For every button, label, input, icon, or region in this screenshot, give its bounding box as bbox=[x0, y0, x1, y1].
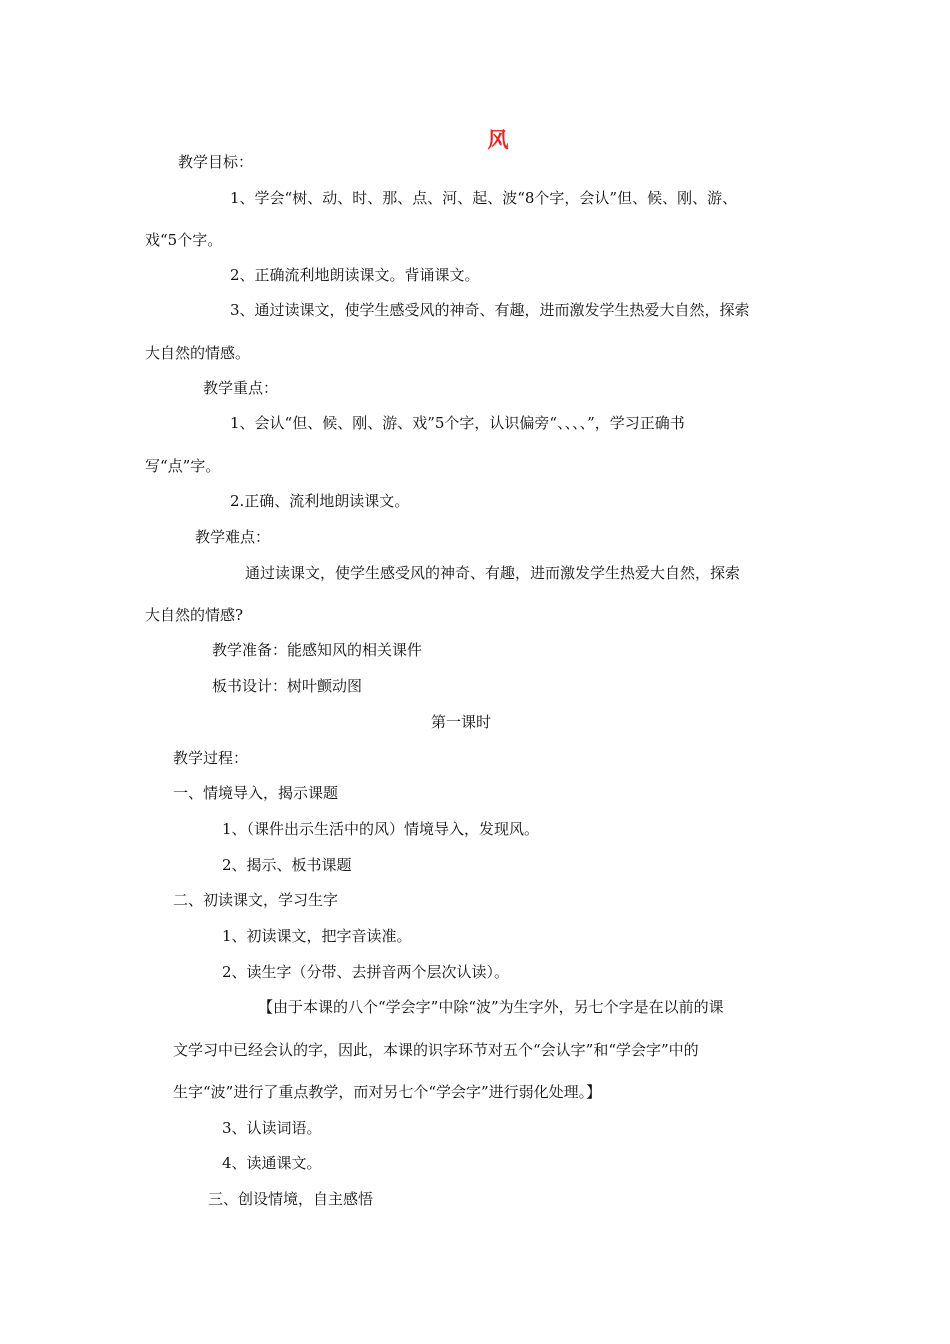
section-2-item-2: 2、读生字（分带、去拼音两个层次认读）。 bbox=[222, 963, 510, 981]
note-line-1: 【由于本课的八个“学会字”中除“波”为生字外，另七个字是在以前的课 bbox=[258, 998, 724, 1016]
document-title: 风 bbox=[487, 128, 509, 152]
section-2-item-1: 1、初读课文，把字音读准。 bbox=[222, 927, 412, 945]
key-point-2: 2.正确、流利地朗读课文。 bbox=[230, 492, 410, 510]
section-1-item-1: 1、（课件出示生活中的风）情境导入，发现风。 bbox=[222, 820, 540, 838]
difficulty-heading: 教学难点： bbox=[195, 528, 271, 546]
key-point-1-line-2: 写“点”字。 bbox=[145, 457, 221, 475]
section-2-item-4: 4、读通课文。 bbox=[222, 1154, 322, 1172]
process-heading: 教学过程： bbox=[173, 749, 249, 767]
difficulty-line-1: 通过读课文，使学生感受风的神奇、有趣，进而激发学生热爱大自然，探索 bbox=[245, 564, 741, 582]
goal-1-line-2: 戏“5个字。 bbox=[145, 231, 223, 249]
note-line-3: 生字“波”进行了重点教学，而对另七个“学会字”进行弱化处理。】 bbox=[173, 1083, 602, 1101]
section-1-item-2: 2、揭示、板书课题 bbox=[222, 856, 352, 874]
difficulty-line-2: 大自然的情感? bbox=[145, 606, 244, 624]
goal-1-line-1: 1、学会“树、动、时、那、点、河、起、波“8个字，会认”但、候、刚、游、 bbox=[230, 189, 738, 207]
key-points-heading: 教学重点： bbox=[203, 379, 279, 397]
goal-3-line-2: 大自然的情感。 bbox=[145, 344, 251, 362]
key-point-1-line-1: 1、会认“但、候、刚、游、戏”5个字，认识偏旁“、、、、”，学习正确书 bbox=[230, 414, 685, 432]
section-1-heading: 一、情境导入，揭示课题 bbox=[173, 784, 339, 802]
goal-3-line-1: 3、通过读课文，使学生感受风的神奇、有趣，进而激发学生热爱大自然，探索 bbox=[230, 301, 750, 319]
goal-2: 2、正确流利地朗读课文。背诵课文。 bbox=[230, 266, 480, 284]
section-2-heading: 二、初读课文，学习生字 bbox=[173, 891, 339, 909]
teaching-preparation: 教学准备：能感知风的相关课件 bbox=[212, 641, 423, 659]
goals-heading: 教学目标： bbox=[178, 153, 254, 171]
section-2-item-3: 3、认读词语。 bbox=[222, 1119, 322, 1137]
section-3-heading: 三、创设情境，自主感悟 bbox=[208, 1190, 374, 1208]
lesson-heading: 第一课时 bbox=[430, 713, 491, 731]
board-design: 板书设计：树叶颤动图 bbox=[212, 677, 363, 695]
note-line-2: 文学习中已经会认的字，因此，本课的识字环节对五个“会认字”和“学会字”中的 bbox=[173, 1041, 699, 1059]
